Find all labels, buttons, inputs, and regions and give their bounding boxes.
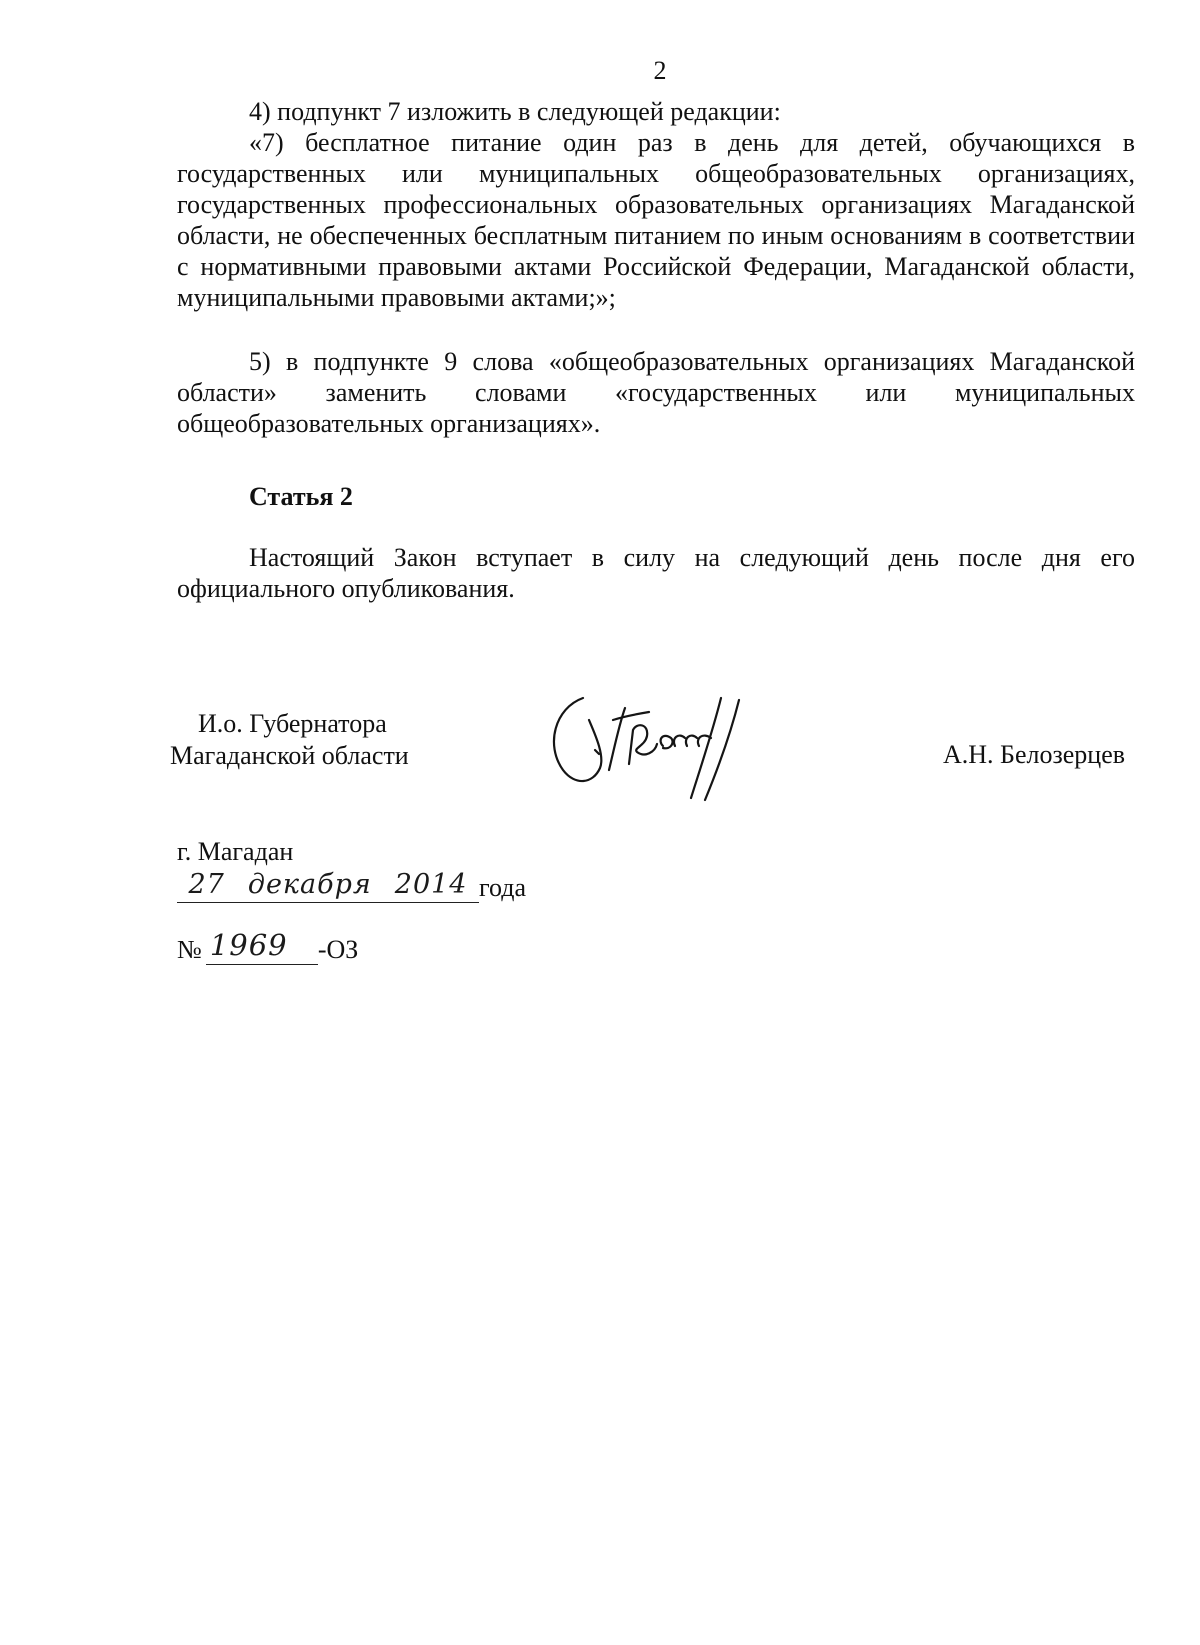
handwritten-year: 2014 (394, 869, 468, 900)
date-blank-line (177, 866, 479, 903)
signatory-title-line2: Магаданской области (170, 741, 409, 770)
amendment-item-4 (177, 96, 1135, 313)
number-sign: № (177, 935, 202, 964)
signatory-name: А.Н. Белозерцев (943, 740, 1126, 769)
signing-date (177, 866, 526, 903)
signatory-title-line1: И.о. Губернатора (198, 709, 387, 738)
handwritten-day: 27 (188, 869, 225, 900)
handwritten-signature-icon (545, 690, 775, 810)
amendment-item-5 (177, 346, 1135, 439)
date-suffix: года (479, 873, 527, 902)
paragraph-item-4-intro: 4) подпункт 7 изложить в следующей редакции: (249, 97, 781, 126)
place-of-signing: г. Магадан (177, 837, 294, 866)
signatory-title (170, 708, 409, 772)
handwritten-date (177, 869, 479, 900)
law-number-suffix: -ОЗ (317, 935, 359, 964)
effective-date-paragraph: Настоящий Закон вступает в силу на следующий день после дня его официального опубликования. (177, 543, 1135, 603)
law-number (177, 928, 358, 965)
handwritten-law-number: 1969 (209, 928, 288, 962)
handwritten-month: декабря (247, 869, 372, 900)
article-heading: Статья 2 (249, 482, 353, 511)
article-2-body (177, 542, 1135, 604)
page-number: 2 (653, 56, 667, 85)
paragraph-item-5-text: 5) в подпункте 9 слова «общеобразовательных организациях Магаданской области» заменить словами «государственных или муниципальных общеобразовательных организациях». (177, 347, 1135, 438)
paragraph-item-7-text: «7) бесплатное питание один раз в день для детей, обучающихся в государственных или муниципальных общеобразовательных организациях, государственных профессиональных образовательных организациях Магаданской области, не обеспеченных бесплатным питанием по иным основаниям в соответствии с нормативными правовыми актами Российской Федерации, Магаданской области, муниципальными правовыми актами;»; (177, 128, 1135, 312)
number-blank-line (206, 928, 318, 965)
